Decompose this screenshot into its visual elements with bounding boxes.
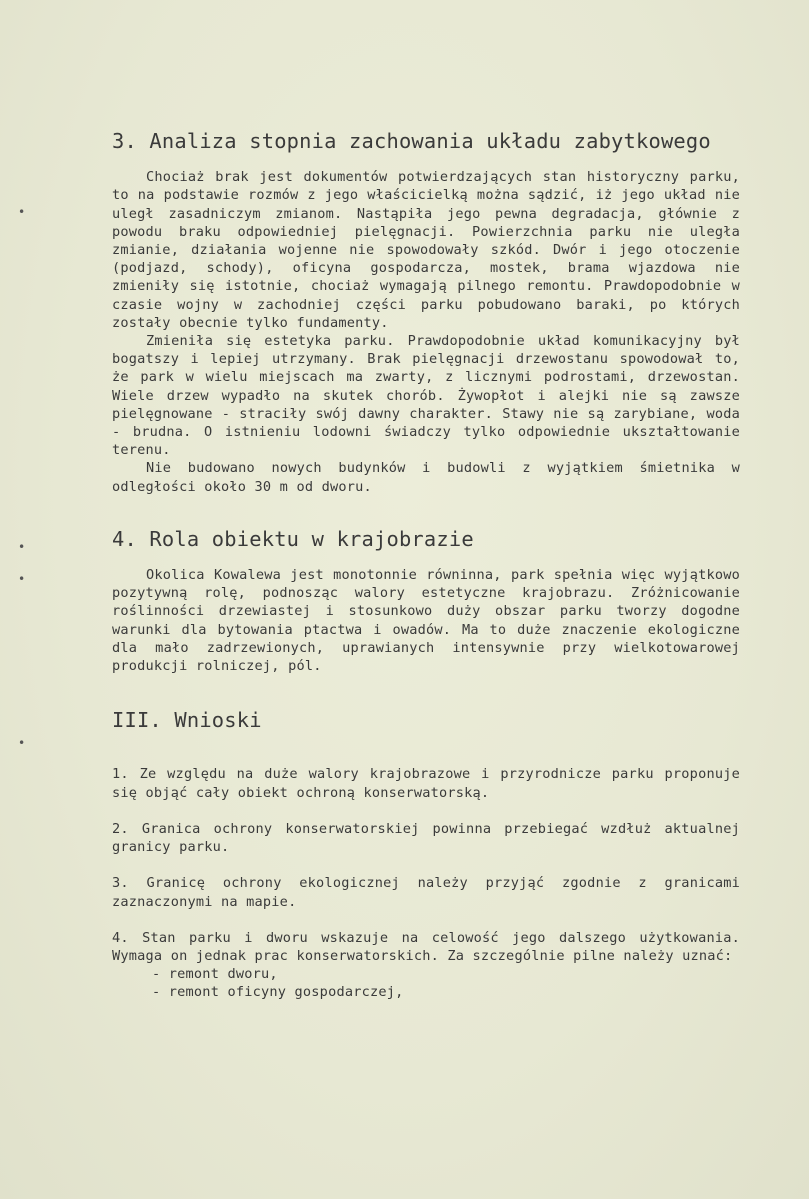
section-3-paragraph-2: Zmieniła się estetyka parku. Prawdopodobnie układ komunikacyjny był bogatszy i lepiej utrzymany. Brak pielęgnacji drzewostanu spowodował to, że park w wielu miejscach ma zwarty, z licznymi podrostami, drzewostan. Wiele drzew wypadło na skutek chorób. Żywopłot i alejki nie są zawsze pielęgnowane - straciły swój dawny charakter. Stawy nie są zarybiane, woda - brudna. O istnieniu lodowni świadczy tylko odpowiednie ukształtowanie terenu.	[112, 333, 740, 459]
conclusions-heading: III. Wnioski	[112, 708, 262, 733]
conclusion-item-2: 2. Granica ochrony konserwatorskiej powinna przebiegać wzdłuż aktualnej granicy parku.	[112, 820, 740, 856]
conclusion-item-3: 3. Granicę ochrony ekologicznej należy przyjąć zgodnie z granicami zaznaczonymi na mapie.	[112, 875, 740, 910]
section-3-paragraph-1: Chociaż brak jest dokumentów potwierdzających stan historyczny parku, to na podstawie rozmów z jego właścicielką można sądzić, iż jego układ nie uległ zasadniczym zmianom. Nastąpiła jego pewna degradacja, głównie z powodu braku odpowiedniej pielęgnacji. Powierzchnia parku nie uległa zmianie, działania wojenne nie spowodowały szkód. Dwór i jego otoczenie (podjazd, schody), oficyna gospodarcza, mostek, brama wjazdowa nie zmieniły się istotnie, chociaż wymagają pilnego remontu. Prawdopodobnie w czasie wojny w zachodniej części parku pobudowano baraki, po których zostały obecnie tylko fundamenty.	[112, 169, 740, 331]
margin-punch-mark: •	[18, 540, 26, 554]
section-heading-4: 4. Rola obiektu w krajobrazie	[112, 526, 474, 551]
margin-punch-mark: •	[18, 205, 26, 219]
margin-punch-mark: •	[18, 736, 26, 750]
conclusion-item-1: 1. Ze względu na duże walory krajobrazowe i przyrodnicze parku proponuje się objąć cały obiekt ochroną konserwatorską.	[112, 766, 740, 801]
conclusion-subitem-2: - remont oficyny gospodarczej,	[152, 984, 404, 1001]
conclusion-subitem-1: - remont dworu,	[152, 966, 278, 983]
section-3-paragraph-3: Nie budowano nowych budynków i budowli z wyjątkiem śmietnika w odległości około 30 m od dworu.	[112, 460, 740, 495]
margin-punch-mark: •	[18, 572, 26, 586]
conclusion-item-4: 4. Stan parku i dworu wskazuje na celowość jego dalszego użytkowania. Wymaga on jednak prac konserwatorskich. Za szczególnie pilne należy uznać:	[112, 929, 740, 964]
section-4-paragraph-1: Okolica Kowalewa jest monotonnie równinna, park spełnia więc wyjątkowo pozytywną rolę, podnosząc walory estetyczne krajobrazu. Zróżnicowanie roślinności drzewiastej i stosunkowo duży obszar parku tworzy dogodne warunki dla bytowania ptactwa i owadów. Ma to duże znaczenie ekologiczne dla mało zadrzewionych, uprawianych intensywnie przy wielkotowarowej produkcji rolniczej, pól.	[112, 567, 740, 675]
section-heading-3: 3. Analiza stopnia zachowania układu zabytkowego	[112, 129, 711, 153]
document-body	[112, 129, 740, 1002]
